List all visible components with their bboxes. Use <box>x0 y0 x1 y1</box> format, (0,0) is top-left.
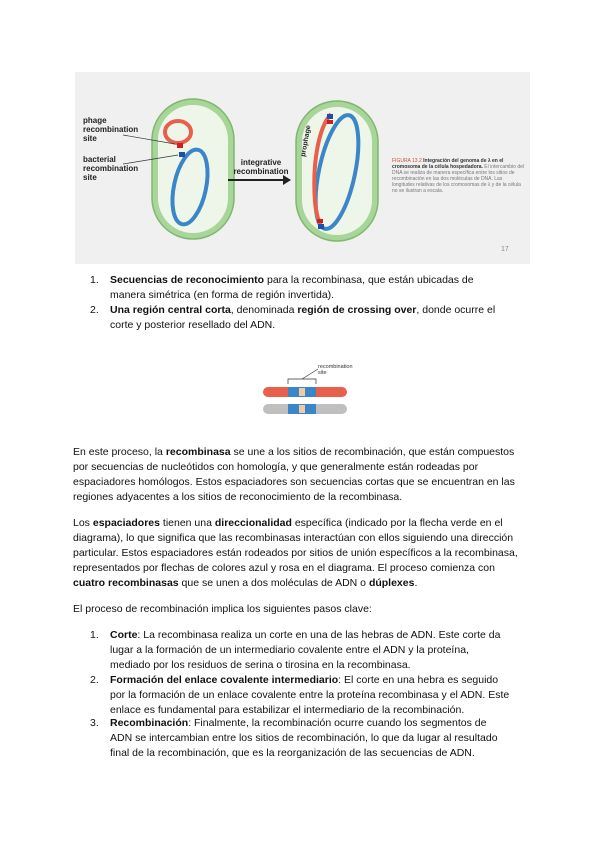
figure-caption: FIGURA 13.2 Integración del genoma de λ en el cromosoma de la célula hospedadora. El intercambio del DNA se realiza de manera específica entre los sitios de recombinación en las dos moléculas de DNA. Las longitudes relativas de los cromosomas de λ y de la célula no se ilustran a escala. <box>392 158 525 194</box>
paragraph-recombinasa: En este proceso, la recombinasa se une a los sitios de recombinación, que están compuestos por secuencias de nucleótidos con homología, y que generalmente están rodeadas por espaciadores homólogos. Estos espaciadores son secuencias cortas que se encuentran en las regiones adyacentes a los sitios de reconocimiento de la recombinasa. <box>73 446 515 503</box>
paragraph-intro-steps: El proceso de recombinación implica los siguientes pasos clave: <box>73 603 372 615</box>
paragraph-espaciadores: Los espaciadores tienen una direccionalidad específica (indicado por la flecha verde en el diagrama), lo que significa que las recombinasas interactúan con ellos siguiendo una dirección particular. Estos espaciadores están rodeados por sitios de unión específicos a la recombinasa, representados por flechas de colores azul y rosa en el diagrama. El proceso comienza con cuatro recombinasas que se unen a dos moléculas de ADN o dúplexes. <box>73 517 518 589</box>
recombination-site-diagram <box>258 362 348 420</box>
phage-site-mark <box>177 143 183 148</box>
prophage-label: prophage <box>299 124 313 158</box>
integration-figure <box>75 72 530 264</box>
bacterial-site-mark <box>179 152 185 157</box>
list-item: 1. Secuencias de reconocimiento para la recombinasa, que están ubicadas de manera simétrica (en forma de región invertida). <box>90 274 474 301</box>
arrow-label: integrative recombination <box>233 158 289 176</box>
recombination-site-label: recombination site <box>318 364 353 376</box>
list-item: 3. Recombinación: Finalmente, la recombinación ocurre cuando los segmentos de ADN se intercambian entre los sitios de recombinación, lo que da lugar al resultado final de la recombinación, que es la reorganización de las secuencias de ADN. <box>90 717 498 759</box>
bacterial-site-label: bacterial recombination site <box>83 155 139 182</box>
page-number: 17 <box>501 246 509 253</box>
recombination-site-figure <box>258 362 353 420</box>
list-item: 2. Formación del enlace covalente intermediario: El corte en una hebra es seguido por la formación de un enlace covalente entre la proteína recombinasa y el ADN. Este enlace es fundamental para estabilizar el intermediario de la recombinación. <box>90 674 510 716</box>
list-item: 1. Corte: La recombinasa realiza un corte en una de las hebras de ADN. Este corte da lugar a la formación de un intermediario covalente entre el ADN y la proteína, mediado por los residuos de serina o tirosina en la recombinasa. <box>90 629 501 671</box>
list-item: 2. Una región central corta, denominada región de crossing over, donde ocurre el corte y posterior resellado del ADN. <box>90 304 496 331</box>
phage-site-label: phage recombination site <box>83 116 139 143</box>
